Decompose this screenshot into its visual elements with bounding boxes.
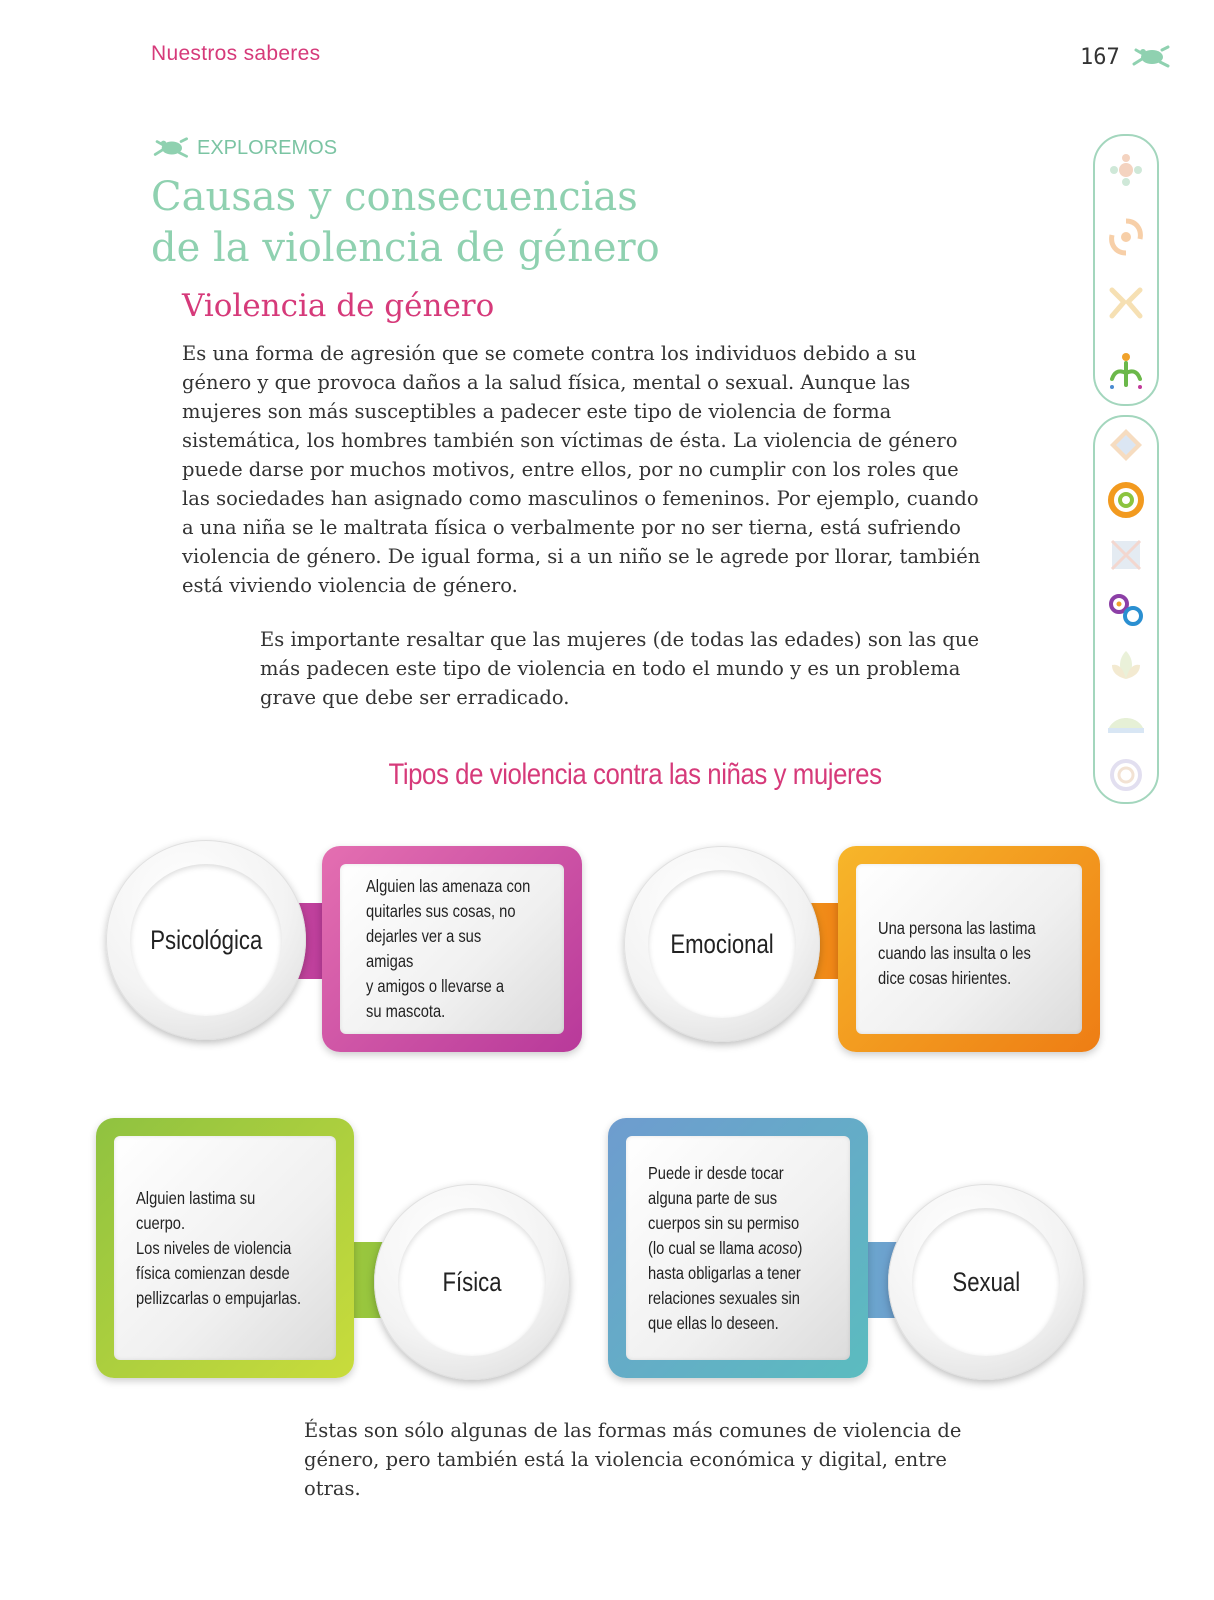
page-title-line2: de la violencia de género bbox=[151, 225, 660, 271]
sexual-box bbox=[608, 1118, 868, 1378]
page-title bbox=[151, 172, 771, 274]
book-title: Nuestros saberes bbox=[151, 42, 321, 65]
section-subtitle: Violencia de género bbox=[182, 288, 495, 324]
emphasis-paragraph: Es importante resaltar que las mujeres (de todas las edades) son las que más padecen este tipo de violencia en todo el mundo y es un problema grave que debe ser erradicado. bbox=[260, 628, 979, 709]
sexual-label: Sexual bbox=[952, 1266, 1020, 1297]
section-label bbox=[151, 136, 337, 160]
emocional-description: Una persona las lastima cuando las insulta o les dice cosas hirientes. bbox=[878, 918, 1036, 988]
sexual-circle bbox=[888, 1184, 1084, 1380]
acoso-term: acoso bbox=[758, 1237, 798, 1258]
section-label-text: EXPLOREMOS bbox=[197, 136, 338, 159]
psicologica-box bbox=[322, 846, 582, 1052]
psicologica-label: Psicológica bbox=[149, 924, 262, 955]
ring-icon bbox=[1104, 478, 1148, 522]
side-icon-panel-top bbox=[1093, 134, 1159, 406]
people-circle-icon bbox=[1104, 215, 1148, 259]
intro-paragraph: Es una forma de agresión que se comete contra los individuos debido a su género y que provoca daños a la salud física, mental o sexual. Aunque las mujeres son más susceptibles a padecer este tipo de violencia de forma sistemática, los hombres también son víctimas de ésta. La violencia de género puede darse por muchos motivos, entre ellos, por no cumplir con los roles que las sociedades han asignado como masculinos o femeninos. Por ejemplo, cuando a una niña se le maltrata física o verbalmente por no ser tierna, está sufriendo violencia de género. De igual forma, si a un niño se le agrede por llorar, también está viviendo violencia de género. bbox=[182, 342, 981, 597]
fisica-box bbox=[96, 1118, 354, 1378]
psicologica-description: Alguien las amenaza con quitarles sus cosas, no dejarles ver a sus amigas y amigos o llevarse a su mascota. bbox=[366, 876, 531, 1021]
frog-icon bbox=[1130, 44, 1170, 70]
page-number-text: 167 bbox=[1080, 44, 1120, 70]
hands-icon bbox=[1104, 282, 1148, 326]
infographic-title: Tipos de violencia contra las niñas y mujeres bbox=[388, 758, 882, 791]
hill-icon bbox=[1104, 698, 1148, 742]
fisica-circle bbox=[374, 1184, 570, 1380]
fisica-label: Física bbox=[442, 1266, 502, 1297]
emocional-box bbox=[838, 846, 1100, 1052]
compass-icon bbox=[1104, 423, 1148, 467]
page-number bbox=[1080, 44, 1170, 70]
emocional-label: Emocional bbox=[670, 928, 774, 959]
sprout-person-icon bbox=[1104, 349, 1148, 393]
window-icon bbox=[1104, 533, 1148, 577]
page-title-line1: Causas y consecuencias bbox=[151, 174, 638, 220]
closing-paragraph: Éstas son sólo algunas de las formas más comunes de violencia de género, pero también está la violencia económica y digital, entre otras. bbox=[304, 1419, 962, 1500]
fisica-description: Alguien lastima su cuerpo. Los niveles de violencia física comienzan desde pellizcarlas o empujarlas. bbox=[136, 1187, 302, 1308]
sexual-description: Puede ir desde tocar alguna parte de sus cuerpos sin su permiso (lo cual se llama acoso) hasta obligarlas a tener relaciones sexuales sin que ellas lo deseen. bbox=[648, 1162, 803, 1333]
emocional-circle bbox=[624, 846, 820, 1042]
seeds-icon bbox=[1104, 148, 1148, 192]
lotus-icon bbox=[1104, 643, 1148, 687]
side-icon-panel-bottom bbox=[1093, 415, 1159, 804]
psicologica-circle bbox=[106, 840, 306, 1040]
frog-icon bbox=[151, 136, 189, 160]
links-icon bbox=[1104, 588, 1148, 632]
